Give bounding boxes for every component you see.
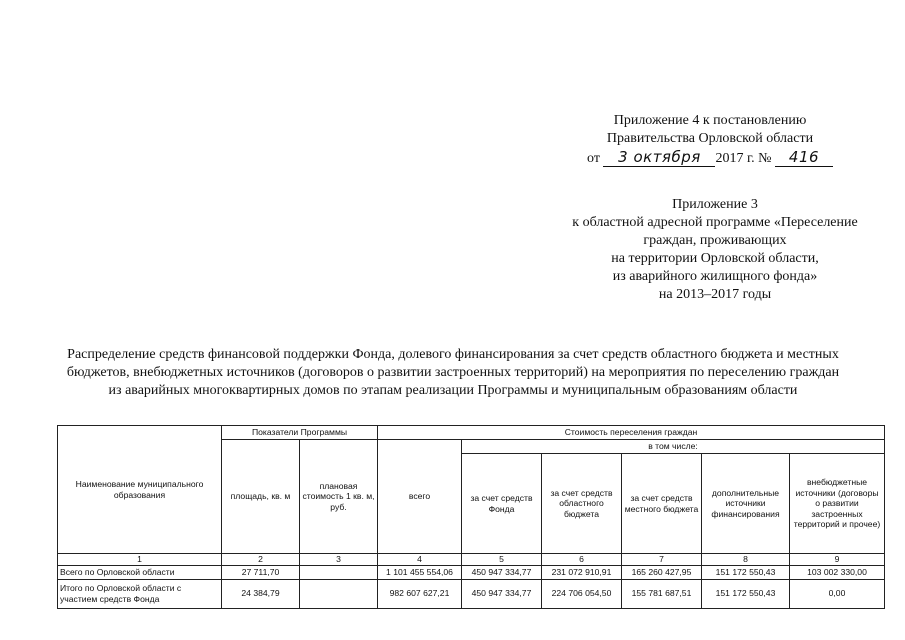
header-total: всего — [378, 440, 462, 554]
header-group-cost: Стоимость переселения граждан — [378, 426, 885, 440]
appendix4-line1: Приложение 4 к постановлению — [613, 113, 807, 128]
row-planned-cost — [300, 565, 378, 579]
header-extrabudget: внебюджетные источники (договоры о развитии застроенных территорий и прочее) — [790, 454, 885, 554]
column-number: 3 — [300, 554, 378, 566]
appendix3-header — [555, 196, 875, 304]
row-regional: 231 072 910,91 — [542, 565, 622, 579]
header-area: площадь, кв. м — [222, 440, 300, 554]
funding-table — [57, 425, 885, 609]
title-line: из аварийных многоквартирных домов по этапам реализации Программы и муниципальным образованиям области — [108, 383, 798, 398]
appendix3-line: из аварийного жилищного фонда» — [612, 269, 818, 284]
header-additional: дополнительные источники финансирования — [702, 454, 790, 554]
row-planned-cost — [300, 579, 378, 608]
column-number: 8 — [702, 554, 790, 566]
title-line: Распределение средств финансовой поддержки Фонда, долевого финансирования за счет средств областного бюджета и местных — [67, 347, 839, 362]
row-regional: 224 706 054,50 — [542, 579, 622, 608]
row-total: 982 607 627,21 — [378, 579, 462, 608]
appendix4-date-line — [560, 148, 860, 168]
header-local: за счет средств местного бюджета — [622, 454, 702, 554]
row-local: 165 260 427,95 — [622, 565, 702, 579]
appendix4-line2: Правительства Орловской области — [606, 131, 814, 146]
row-area: 27 711,70 — [222, 565, 300, 579]
column-number: 7 — [622, 554, 702, 566]
column-number: 6 — [542, 554, 622, 566]
row-additional: 151 172 550,43 — [702, 565, 790, 579]
column-number: 1 — [58, 554, 222, 566]
row-area: 24 384,79 — [222, 579, 300, 608]
header-planned-cost: плановая стоимость 1 кв. м, руб. — [300, 440, 378, 554]
appendix3-line: Приложение 3 — [672, 197, 758, 212]
row-extrabudget: 0,00 — [790, 579, 885, 608]
row-additional: 151 172 550,43 — [702, 579, 790, 608]
row-fund: 450 947 334,77 — [462, 579, 542, 608]
column-number: 5 — [462, 554, 542, 566]
handwritten-number: 416 — [775, 148, 833, 167]
document-title — [58, 346, 848, 400]
row-total: 1 101 455 554,06 — [378, 565, 462, 579]
from-prefix: от — [587, 151, 600, 166]
table-row — [58, 579, 885, 608]
appendix3-line: к областной адресной программе «Переселение — [572, 215, 858, 230]
row-fund: 450 947 334,77 — [462, 565, 542, 579]
header-group-indicators: Показатели Программы — [222, 426, 378, 440]
header-fund: за счет средств Фонда — [462, 454, 542, 554]
row-name: Итого по Орловской области с участием средств Фонда — [58, 579, 222, 608]
appendix3-line: на территории Орловской области, — [611, 251, 819, 266]
row-name: Всего по Орловской области — [58, 565, 222, 579]
handwritten-date: 3 октября — [603, 148, 715, 167]
column-number: 4 — [378, 554, 462, 566]
year-text: 2017 г. № — [715, 151, 772, 166]
appendix4-header — [560, 112, 860, 168]
appendix3-line: граждан, проживающих — [643, 233, 787, 248]
table-row — [58, 565, 885, 579]
appendix3-line: на 2013–2017 годы — [658, 287, 772, 302]
column-number: 9 — [790, 554, 885, 566]
title-line: бюджетов, внебюджетных источников (договоров о развитии застроенных территорий) на мероприятия по переселению граждан — [66, 365, 840, 380]
header-municipality: Наименование муниципального образования — [58, 426, 222, 554]
header-subgroup-including: в том числе: — [462, 440, 885, 454]
column-number: 2 — [222, 554, 300, 566]
header-regional: за счет средств областного бюджета — [542, 454, 622, 554]
row-extrabudget: 103 002 330,00 — [790, 565, 885, 579]
column-numbers-row — [58, 554, 885, 566]
row-local: 155 781 687,51 — [622, 579, 702, 608]
